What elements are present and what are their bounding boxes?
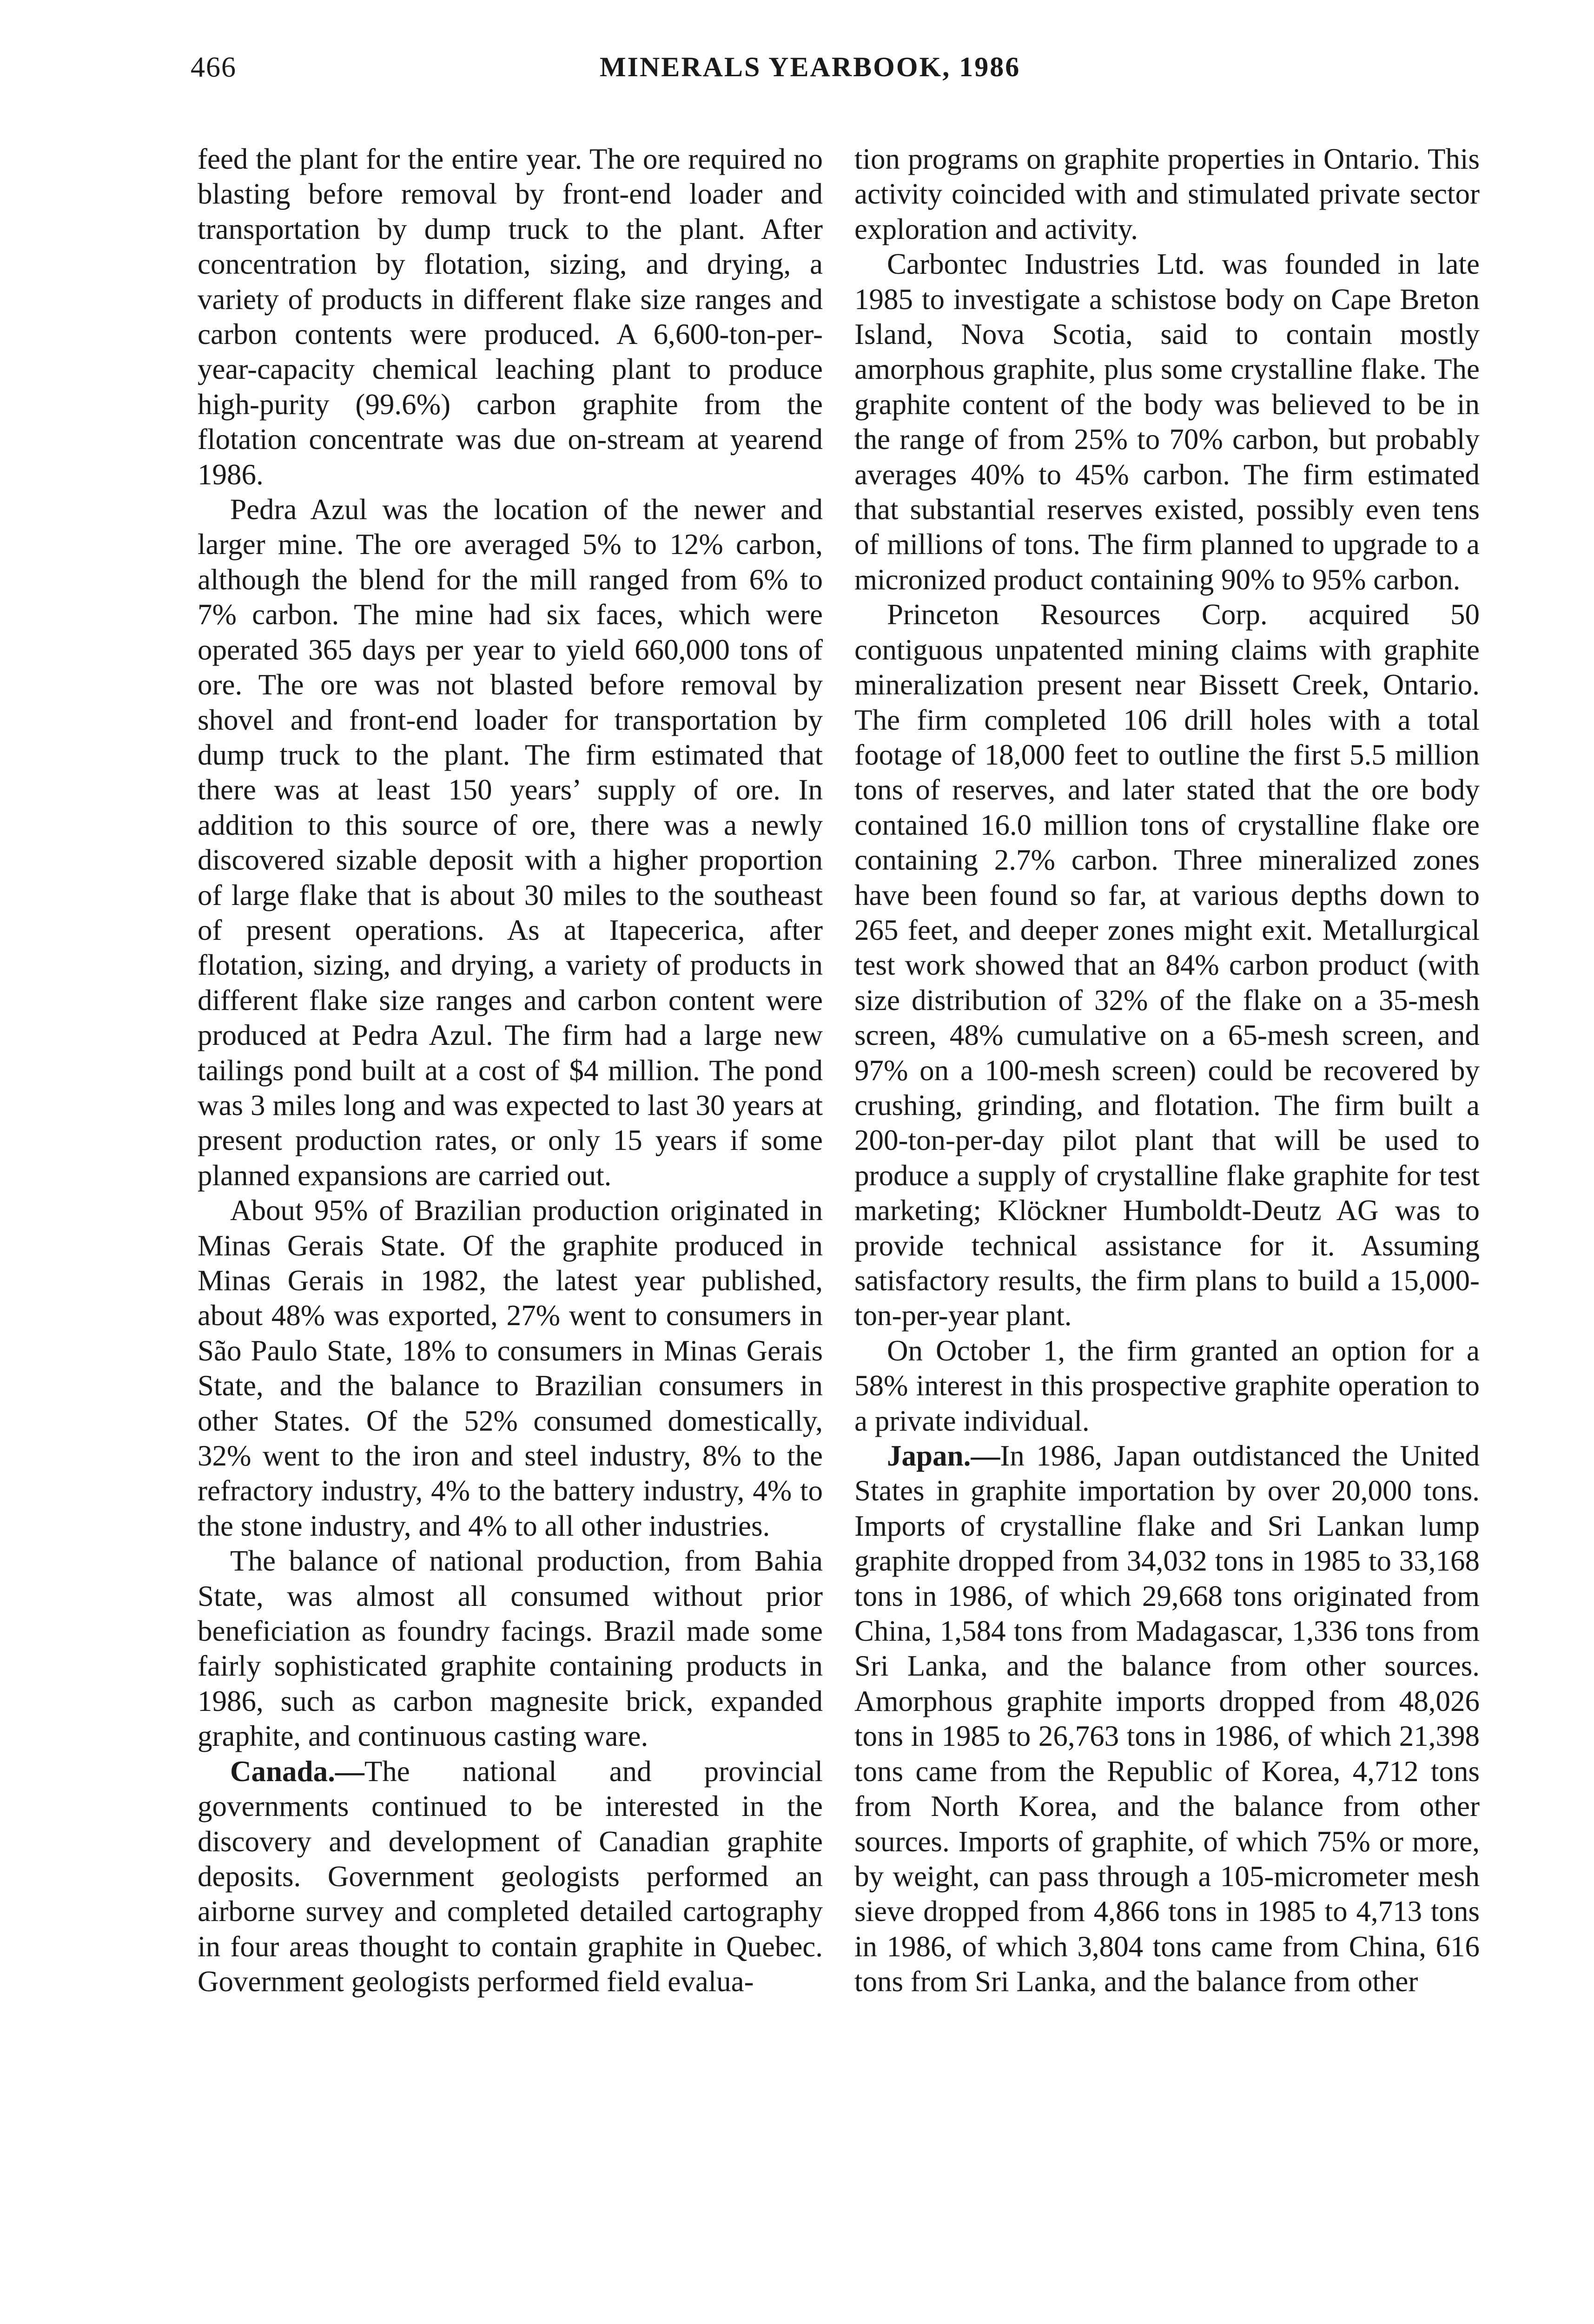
- left-column: [198, 142, 823, 2000]
- running-title: MINERALS YEARBOOK, 1986: [600, 52, 1021, 82]
- section-run-in-heading: Japan.—: [887, 1439, 1000, 1472]
- page-number: 466: [191, 52, 237, 83]
- paragraph: Princeton Resources Corp. acquired 50 contiguous unpatented mining claims with graphite mineralization present near Bissett Creek, Ontario. The firm completed 106 drill holes with a total footage of 18,000 feet to outline the first 5.5 million tons of reserves, and later stated that the ore body contained 16.0 million tons of crystalline flake ore containing 2.7% carbon. Three mineralized zones have been found so far, at various depths down to 265 feet, and deeper zones might exit. Metallurgical test work showed that an 84% carbon product (with size distribution of 32% of the flake on a 35-mesh screen, 48% cumulative on a 65-mesh screen, and 97% on a 100-mesh screen) could be recovered by crushing, grinding, and flotation. The firm built a 200-ton-per-day pilot plant that will be used to produce a supply of crystalline flake graphite for test marketing; Klöckner Humboldt-Deutz AG was to provide technical assistance for it. Assuming satisfactory results, the firm plans to build a 15,000-ton-per-year plant.: [854, 598, 1480, 1332]
- paragraph: feed the plant for the entire year. The ore required no blasting before removal by front-end loader and transportation by dump truck to the plant. After concentration by flotation, sizing, and drying, a variety of products in different flake size ranges and carbon contents were produced. A 6,600-ton-per-year-capacity chemical leaching plant to produce high-purity (99.6%) carbon graphite from the flotation concentrate was due on-stream at yearend 1986.: [198, 143, 823, 491]
- paragraph: Japan.—In 1986, Japan outdistanced the United States in graphite importation by over 20,000 tons. Imports of crystalline flake and Sri Lankan lump graphite dropped from 34,032 tons in 1985 to 33,168 tons in 1986, of which 29,668 tons originated from China, 1,584 tons from Madagascar, 1,336 tons from Sri Lanka, and the balance from other sources. Amorphous graphite imports dropped from 48,026 tons in 1985 to 26,763 tons in 1986, of which 21,398 tons came from the Republic of Korea, 4,712 tons from North Korea, and the balance from other sources. Imports of graphite, of which 75% or more, by weight, can pass through a 105-micrometer mesh sieve dropped from 4,866 tons in 1985 to 4,713 tons in 1986, of which 3,804 tons came from China, 616 tons from Sri Lanka, and the balance from other: [854, 1439, 1480, 1998]
- paragraph: tion programs on graphite properties in Ontario. This activity coincided with and stimulated private sector exploration and activity.: [854, 143, 1480, 245]
- paragraph: About 95% of Brazilian production originated in Minas Gerais State. Of the graphite produced in Minas Gerais in 1982, the latest year published, about 48% was exported, 27% went to consumers in São Paulo State, 18% to consumers in Minas Gerais State, and the balance to Brazilian consumers in other States. Of the 52% consumed domestically, 32% went to the iron and steel industry, 8% to the refractory industry, 4% to the battery industry, 4% to the stone industry, and 4% to all other industries.: [198, 1194, 823, 1542]
- running-head: [191, 51, 1492, 107]
- paragraph: Carbontec Industries Ltd. was founded in late 1985 to investigate a schistose body on Cape Breton Island, Nova Scotia, said to contain mostly amorphous graphite, plus some crystalline flake. The graphite content of the body was believed to be in the range of from 25% to 70% carbon, but probably averages 40% to 45% carbon. The firm estimated that substantial reserves existed, possibly even tens of millions of tons. The firm planned to upgrade to a micronized product containing 90% to 95% carbon.: [854, 248, 1480, 596]
- paragraph: Pedra Azul was the location of the newer and larger mine. The ore averaged 5% to 12% carbon, although the blend for the mill ranged from 6% to 7% carbon. The mine had six faces, which were operated 365 days per year to yield 660,000 tons of ore. The ore was not blasted before removal by shovel and front-end loader for transportation by dump truck to the plant. The firm estimated that there was at least 150 years’ supply of ore. In addition to this source of ore, there was a newly discovered sizable deposit with a higher proportion of large flake that is about 30 miles to the southeast of present operations. As at Itapecerica, after flotation, sizing, and drying, a variety of products in different flake size ranges and carbon content were produced at Pedra Azul. The firm had a large new tailings pond built at a cost of $4 million. The pond was 3 miles long and was expected to last 30 years at present production rates, or only 15 years if some planned expansions are carried out.: [198, 493, 823, 1192]
- paragraph: Canada.—The national and provincial governments continued to be interested in the discovery and development of Canadian graphite deposits. Government geologists performed an airborne survey and completed detailed cartography in four areas thought to contain graphite in Quebec. Government geologists performed field evalua-: [198, 1755, 823, 1998]
- right-column: [854, 142, 1480, 2000]
- paragraph: On October 1, the firm granted an option for a 58% interest in this prospective graphite operation to a private individual.: [854, 1334, 1480, 1437]
- section-run-in-heading: Canada.—: [230, 1755, 364, 1788]
- paragraph: The balance of national production, from Bahia State, was almost all consumed without prior beneficiation as foundry facings. Brazil made some fairly sophisticated graphite containing products in 1986, such as carbon magnesite brick, expanded graphite, and continuous casting ware.: [198, 1545, 823, 1753]
